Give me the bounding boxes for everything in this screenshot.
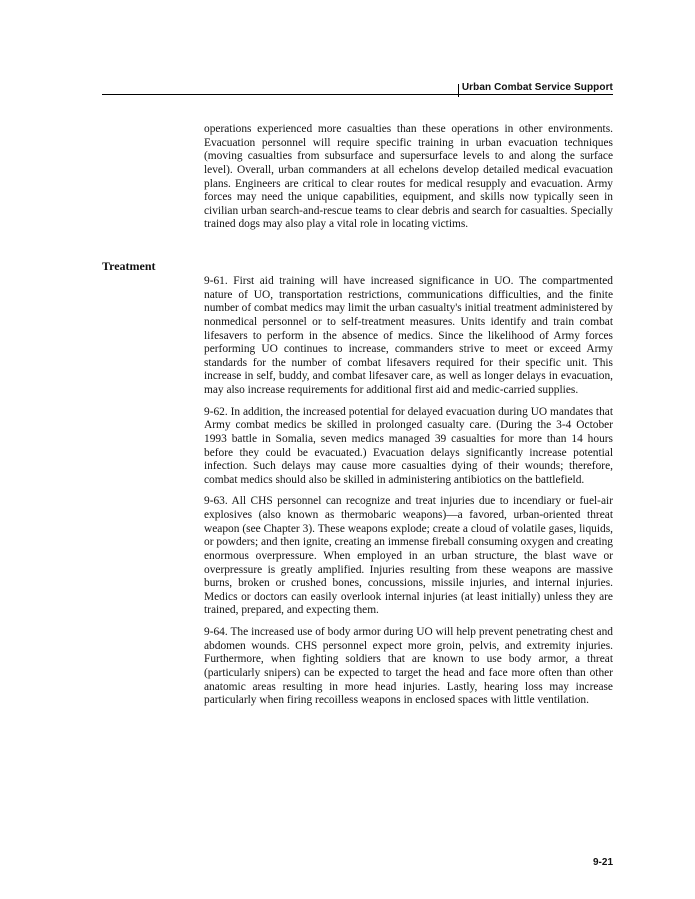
- section-heading: Treatment: [102, 259, 156, 273]
- running-header: [102, 80, 613, 95]
- page-number: 9-21: [592, 857, 613, 868]
- intro-paragraph: operations experienced more casualties than these operations in other environments. Evacuation personnel will require specific training in urban evacuation techniques (moving casualties from subsurface and supersurface levels to and along the surface level). Overall, urban commanders at all echelons develop detailed medical evacuation plans. Engineers are critical to clear routes for medical resupply and evacuation. Army forces may need the unique capabilities, equipment, and skills now typically seen in civilian urban search-and-rescue teams to clear debris and search for casualties. Specially trained dogs may also play a vital role in locating victims.: [204, 123, 613, 231]
- section-body: [204, 275, 613, 716]
- paragraph-9-64: 9-64. The increased use of body armor during UO will help prevent penetrating chest and abdomen wounds. CHS personnel expect more groin, pelvis, and extremity injuries. Furthermore, when fighting soldiers that are known to use body armor, a threat (particularly snipers) can be expected to target the head and face more often than other anatomic areas resulting in more head injuries. Lastly, hearing loss may increase particularly when firing recoilless weapons in enclosed spaces with little ventilation.: [204, 626, 613, 707]
- paragraph-9-62: 9-62. In addition, the increased potential for delayed evacuation during UO mandates that Army combat medics be skilled in prolonged casualty care. (During the 3-4 October 1993 battle in Somalia, seven medics managed 39 casualties for more than 14 hours before they could be evacuated.) Evacuation delays significantly increase potential infection. Such delays may cause more casualties dying of their wounds; therefore, combat medics should also be skilled in administering antibiotics on the battlefield.: [204, 405, 613, 486]
- running-title: Urban Combat Service Support: [461, 82, 613, 93]
- paragraph-9-61: 9-61. First aid training will have increased significance in UO. The compartmented nature of UO, transportation restrictions, communications difficulties, and the finite number of combat medics may limit the urban casualty's initial treatment administered by nonmedical personnel or to self-treatment measures. Units identify and train combat lifesavers to perform in the absence of medics. Since the likelihood of Army forces performing UO continues to increase, commanders strive to meet or exceed Army standards for the number of combat lifesavers required for their specific unit. This increase in self, buddy, and combat lifesaver care, as well as longer delays in evacuation, may also increase requirements for additional first aid and medic-carried supplies.: [204, 275, 613, 396]
- intro-block: [204, 123, 613, 240]
- paragraph-9-63: 9-63. All CHS personnel can recognize and treat injuries due to incendiary or fuel-air explosives (also known as thermobaric weapons)—a favored, urban-oriented threat weapon (see Chapter 3). These weapons explode; create a cloud of volatile gases, liquids, or powders; and then ignite, creating an immense fireball consuming oxygen and creating enormous overpressure. When employed in an urban structure, the blast wave or overpressure is greatly amplified. Injuries resulting from these weapons are massive burns, broken or crushed bones, concussions, missile injuries, and internal injuries. Medics or doctors can easily overlook internal injuries (at least initially) unless they are trained, prepared, and expecting them.: [204, 495, 613, 617]
